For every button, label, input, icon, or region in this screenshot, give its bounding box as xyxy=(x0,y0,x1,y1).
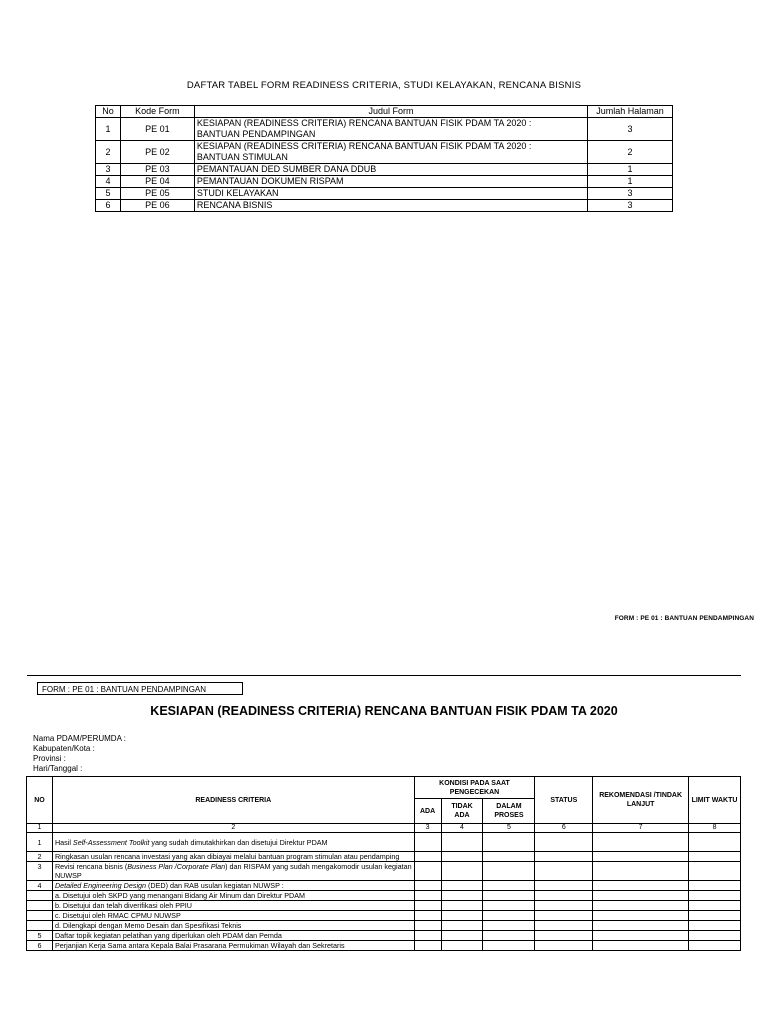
cell-tidak-ada[interactable] xyxy=(441,901,483,911)
cell-halaman: 3 xyxy=(588,188,673,200)
cell-limit[interactable] xyxy=(689,862,741,881)
cell-status[interactable] xyxy=(535,941,593,951)
cell-ada[interactable] xyxy=(414,931,441,941)
cell-ada[interactable] xyxy=(414,862,441,881)
cell-dalam-proses[interactable] xyxy=(483,941,535,951)
cell-tidak-ada[interactable] xyxy=(441,852,483,862)
table-row xyxy=(27,931,741,941)
cell-judul xyxy=(194,118,587,141)
header-ada: ADA xyxy=(414,799,441,824)
table-row xyxy=(96,188,673,200)
row-criteria xyxy=(52,881,414,891)
judul-line-2: BANTUAN STIMULAN xyxy=(196,152,288,162)
cell-kode: PE 03 xyxy=(120,164,194,176)
cell-judul: PEMANTAUAN DED SUMBER DANA DDUB xyxy=(194,164,587,176)
field-kabupaten: Kabupaten/Kota : xyxy=(33,744,95,753)
cell-rekomendasi[interactable] xyxy=(593,931,689,941)
field-hari-tanggal: Hari/Tanggal : xyxy=(33,764,83,773)
table-row xyxy=(27,921,741,931)
cell-status[interactable] xyxy=(535,881,593,891)
row-no: 1 xyxy=(27,833,53,852)
row-criteria: c. Disetujui oleh RMAC CPMU NUWSP xyxy=(52,911,414,921)
header-tidak-ada: TIDAK ADA xyxy=(441,799,483,824)
row-criteria: a. Disetujui oleh SKPD yang menangani Bidang Air Minum dan Direktur PDAM xyxy=(52,891,414,901)
cell-no: 3 xyxy=(96,164,121,176)
cell-rekomendasi[interactable] xyxy=(593,862,689,881)
cell-ada[interactable] xyxy=(414,833,441,852)
cell-dalam-proses[interactable] xyxy=(483,921,535,931)
info-fields xyxy=(33,734,126,774)
cell-judul: PEMANTAUAN DOKUMEN RISPAM xyxy=(194,176,587,188)
row-criteria xyxy=(52,862,414,881)
row-no: 2 xyxy=(27,852,53,862)
table-row xyxy=(27,862,741,881)
cell-judul: STUDI KELAYAKAN xyxy=(194,188,587,200)
cell-status[interactable] xyxy=(535,833,593,852)
cell-tidak-ada[interactable] xyxy=(441,941,483,951)
table-row xyxy=(27,891,741,901)
cell-limit[interactable] xyxy=(689,911,741,921)
header-row-1 xyxy=(27,777,741,799)
table-header-row xyxy=(96,106,673,118)
table-row xyxy=(27,911,741,921)
page-form-label: FORM : PE 01 : BANTUAN PENDAMPINGAN xyxy=(614,615,754,622)
column-number-row xyxy=(27,824,741,833)
cell-status[interactable] xyxy=(535,921,593,931)
table-row xyxy=(96,118,673,141)
cell-ada[interactable] xyxy=(414,881,441,891)
cell-limit[interactable] xyxy=(689,852,741,862)
row-criteria xyxy=(52,833,414,852)
list-title: DAFTAR TABEL FORM READINESS CRITERIA, STUDI KELAYAKAN, RENCANA BISNIS xyxy=(186,80,582,91)
header-status: STATUS xyxy=(535,777,593,824)
cell-kode: PE 01 xyxy=(120,118,194,141)
cell-dalam-proses[interactable] xyxy=(483,862,535,881)
judul-line-2: BANTUAN PENDAMPINGAN xyxy=(196,129,316,139)
cell-tidak-ada[interactable] xyxy=(441,891,483,901)
cell-dalam-proses[interactable] xyxy=(483,891,535,901)
cell-no: 6 xyxy=(96,200,121,212)
judul-line-1: KESIAPAN (READINESS CRITERIA) RENCANA BANTUAN FISIK PDAM TA 2020 : xyxy=(196,141,532,151)
cell-rekomendasi[interactable] xyxy=(593,921,689,931)
cell-status[interactable] xyxy=(535,911,593,921)
cell-status[interactable] xyxy=(535,901,593,911)
cell-judul: RENCANA BISNIS xyxy=(194,200,587,212)
cell-dalam-proses[interactable] xyxy=(483,833,535,852)
cell-limit[interactable] xyxy=(689,931,741,941)
cell-halaman: 1 xyxy=(588,176,673,188)
cell-tidak-ada[interactable] xyxy=(441,931,483,941)
field-provinsi: Provinsi : xyxy=(33,754,66,763)
text: Revisi rencana bisnis ( xyxy=(54,862,128,871)
cell-rekomendasi[interactable] xyxy=(593,852,689,862)
cell-kode: PE 04 xyxy=(120,176,194,188)
row-no: 4 xyxy=(27,881,53,891)
cell-rekomendasi[interactable] xyxy=(593,901,689,911)
cell-rekomendasi[interactable] xyxy=(593,941,689,951)
cell-limit[interactable] xyxy=(689,901,741,911)
col-number: 2 xyxy=(52,824,414,833)
row-no xyxy=(27,911,53,921)
col-number: 5 xyxy=(483,824,535,833)
cell-dalam-proses[interactable] xyxy=(483,881,535,891)
form-title: KESIAPAN (READINESS CRITERIA) RENCANA BANTUAN FISIK PDAM TA 2020 xyxy=(150,704,618,718)
cell-ada[interactable] xyxy=(414,891,441,901)
cell-kode: PE 06 xyxy=(120,200,194,212)
text-italic: Business Plan /Corporate Plan xyxy=(127,862,226,871)
criteria-table xyxy=(26,776,741,951)
field-nama-pdam: Nama PDAM/PERUMDA : xyxy=(33,734,126,743)
cell-dalam-proses[interactable] xyxy=(483,901,535,911)
cell-rekomendasi[interactable] xyxy=(593,911,689,921)
cell-status[interactable] xyxy=(535,931,593,941)
header-kondisi: KONDISI PADA SAAT PENGECEKAN xyxy=(414,777,535,799)
header-no: No xyxy=(96,106,121,118)
text: yang sudah dimutakhirkan dan disetujui Direktur PDAM xyxy=(149,837,328,847)
table-row xyxy=(27,852,741,862)
col-number: 4 xyxy=(441,824,483,833)
table-row xyxy=(96,141,673,164)
form-code-box: FORM : PE 01 : BANTUAN PENDAMPINGAN xyxy=(37,682,243,695)
cell-status[interactable] xyxy=(535,891,593,901)
cell-dalam-proses[interactable] xyxy=(483,931,535,941)
row-criteria: b. Disetujui dan telah diverifikasi oleh PPIU xyxy=(52,901,414,911)
cell-rekomendasi[interactable] xyxy=(593,891,689,901)
cell-tidak-ada[interactable] xyxy=(441,911,483,921)
cell-dalam-proses[interactable] xyxy=(483,911,535,921)
cell-ada[interactable] xyxy=(414,911,441,921)
cell-no: 2 xyxy=(96,141,121,164)
header-readiness-criteria: READINESS CRITERIA xyxy=(52,777,414,824)
text: ) dan RISPAM yang sudah mengakomodir usulan kegiatan NUWSP xyxy=(54,862,412,880)
cell-halaman: 2 xyxy=(588,141,673,164)
text-italic: Detailed Engineering Design xyxy=(54,881,147,890)
cell-limit[interactable] xyxy=(689,833,741,852)
cell-ada[interactable] xyxy=(414,941,441,951)
cell-halaman: 3 xyxy=(588,200,673,212)
cell-no: 4 xyxy=(96,176,121,188)
form-list-table xyxy=(95,105,673,212)
row-criteria: Daftar topik kegiatan pelatihan yang diperlukan oleh PDAM dan Pemda xyxy=(52,931,414,941)
table-row xyxy=(96,164,673,176)
cell-judul xyxy=(194,141,587,164)
cell-limit[interactable] xyxy=(689,881,741,891)
cell-dalam-proses[interactable] xyxy=(483,852,535,862)
col-number: 3 xyxy=(414,824,441,833)
page-divider xyxy=(27,675,741,676)
header-dalam-proses: DALAM PROSES xyxy=(483,799,535,824)
row-criteria: Perjanjian Kerja Sama antara Kepala Balai Prasarana Permukiman Wilayah dan Sekretaris xyxy=(52,941,414,951)
header-limit-waktu: LIMIT WAKTU xyxy=(689,777,741,824)
table-row xyxy=(27,901,741,911)
cell-ada[interactable] xyxy=(414,921,441,931)
header-judul-form: Judul Form xyxy=(194,106,587,118)
row-criteria: d. Dilengkapi dengan Memo Desain dan Spesifikasi Teknis xyxy=(52,921,414,931)
cell-tidak-ada[interactable] xyxy=(441,862,483,881)
row-no xyxy=(27,891,53,901)
text-italic: Self-Assessment Toolkit xyxy=(72,837,150,847)
text: Hasil xyxy=(54,837,73,847)
row-criteria: Ringkasan usulan rencana investasi yang akan dibiayai melalui bantuan program stimulan atau pendamping xyxy=(52,852,414,862)
table-row xyxy=(96,200,673,212)
cell-no: 5 xyxy=(96,188,121,200)
cell-limit[interactable] xyxy=(689,921,741,931)
header-kode-form: Kode Form xyxy=(120,106,194,118)
cell-kode: PE 05 xyxy=(120,188,194,200)
row-no: 3 xyxy=(27,862,53,881)
cell-halaman: 3 xyxy=(588,118,673,141)
col-number: 1 xyxy=(27,824,53,833)
text: (DED) dan RAB usulan kegiatan NUWSP : xyxy=(146,881,284,890)
col-number: 8 xyxy=(689,824,741,833)
cell-ada[interactable] xyxy=(414,901,441,911)
cell-rekomendasi[interactable] xyxy=(593,881,689,891)
cell-tidak-ada[interactable] xyxy=(441,833,483,852)
cell-no: 1 xyxy=(96,118,121,141)
col-number: 6 xyxy=(535,824,593,833)
table-row xyxy=(27,833,741,852)
cell-tidak-ada[interactable] xyxy=(441,881,483,891)
cell-rekomendasi[interactable] xyxy=(593,833,689,852)
table-row xyxy=(27,941,741,951)
cell-limit[interactable] xyxy=(689,891,741,901)
cell-tidak-ada[interactable] xyxy=(441,921,483,931)
header-jumlah-halaman: Jumlah Halaman xyxy=(588,106,673,118)
cell-ada[interactable] xyxy=(414,852,441,862)
cell-kode: PE 02 xyxy=(120,141,194,164)
col-number: 7 xyxy=(593,824,689,833)
row-no: 5 xyxy=(27,931,53,941)
cell-status[interactable] xyxy=(535,852,593,862)
cell-status[interactable] xyxy=(535,862,593,881)
cell-limit[interactable] xyxy=(689,941,741,951)
row-no xyxy=(27,921,53,931)
row-no: 6 xyxy=(27,941,53,951)
table-row xyxy=(27,881,741,891)
table-row xyxy=(96,176,673,188)
cell-halaman: 1 xyxy=(588,164,673,176)
header-rekomendasi: REKOMENDASI /TINDAK LANJUT xyxy=(593,777,689,824)
header-no: NO xyxy=(27,777,53,824)
judul-line-1: KESIAPAN (READINESS CRITERIA) RENCANA BANTUAN FISIK PDAM TA 2020 : xyxy=(196,118,532,128)
row-no xyxy=(27,901,53,911)
